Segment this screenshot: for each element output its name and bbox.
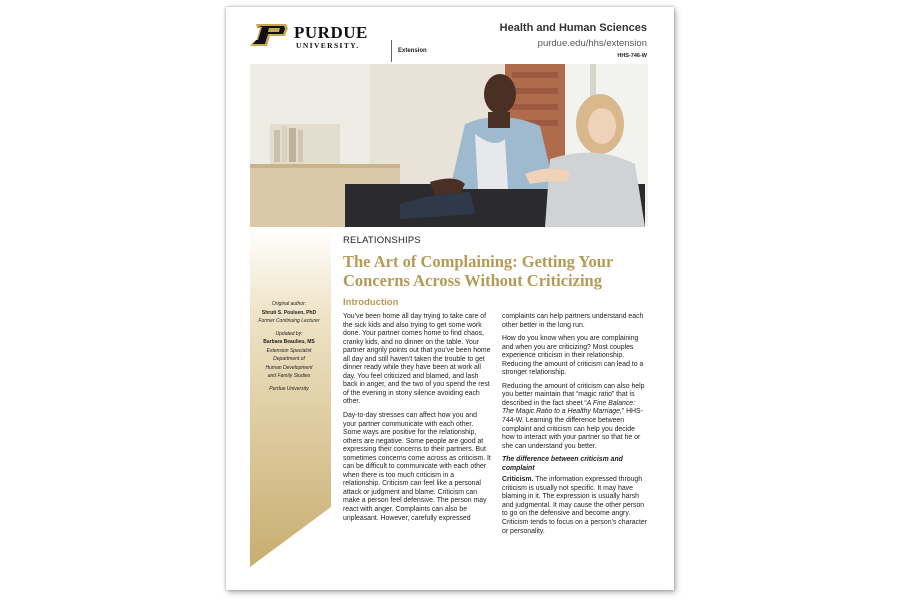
paragraph: How do you know when you are complaining and when you are criticizing? Most couples experience criticism in their relationship. Reducing the amount of criticism can lead to a stronger relationship. <box>502 335 644 377</box>
purdue-p-logo-icon <box>250 24 288 46</box>
paragraph: You’ve been home all day trying to take care of the sick kids and also trying to get some work done. Your partner comes home to find chaos, cranky kids, and no dinner on the table. Your partner angrily points out that you’ve been home all day and still haven’t taken the trouble to get dinner ready while they have been at work all day. You feel criticized and blamed, and lash back in anger, and the two of you spend the rest of the evening in stony silence avoiding each other. <box>343 313 491 406</box>
division-label: Extension <box>398 48 427 54</box>
category-label: RELATIONSHIPS <box>343 235 421 246</box>
department-line-2: Human Development <box>265 364 313 371</box>
updated-by-role: Extension Specialist <box>266 347 312 354</box>
text-span: ” HHS-744-W. Learning the difference between complaint and criticism can help you decide how to interact with your partner so that he or she can understand you better. <box>502 408 643 450</box>
fact-sheet-page <box>226 7 674 590</box>
sidebar-panel <box>250 227 331 567</box>
publication-code: HHS-746-W <box>617 53 647 59</box>
updated-by-name: Barbara Beaulieu, MS <box>263 339 315 345</box>
paragraph: complaints can help partners understand each other better in the long run. <box>502 313 644 329</box>
text-span: The information expressed through criticism is usually not specific. It may have blaming in it. The expression is usually harsh and judgmental. It may cause the other person to go on the defensive and become angry. Criticism tends to focus on a person’s character or personality. <box>502 476 648 535</box>
gold-gradient-shape <box>250 227 331 567</box>
author-credits <box>250 300 328 393</box>
original-author-name: Shruti S. Poulsen, PhD <box>261 309 317 316</box>
updated-by-label: Updated by: <box>275 330 303 337</box>
couple-photo-illustration <box>250 64 648 227</box>
paragraph <box>502 476 648 536</box>
article-title: The Art of Complaining: Getting Your Concerns Across Without Criticizing <box>343 252 613 290</box>
section-heading-introduction: Introduction <box>343 297 399 308</box>
university-name: PURDUE <box>294 23 368 42</box>
paragraph <box>502 383 648 451</box>
logo-divider <box>391 40 392 62</box>
text-column-1 <box>343 313 491 528</box>
term-label: Criticism. <box>502 476 534 484</box>
university-sub: UNIVERSITY. <box>296 41 360 50</box>
subheading: The difference between criticism and complaint <box>502 456 623 472</box>
paragraph: Day-to-day stresses can affect how you and your partner communicate with each other. Some ways are positive for the relationship, others are negative. Some people are good at expressing their concerns to their partners. But sometimes concerns come across as criticism. It can be difficult to communicate with each other when there is too much criticism in a relationship. Criticism can feel like a personal attack or judgment and blame. Criticism can make a person feel defensive. The person may react with anger. Complaints can also be unpleasant. However, carefully expressed <box>343 412 491 522</box>
department-line-1: Department of <box>273 356 305 362</box>
program-title: Health and Human Sciences <box>499 22 647 34</box>
fact-sheet-reference: A Fine Balance: The Magic Ratio to a Healthy Marriage, <box>502 399 636 416</box>
department-line-3: and Family Studies <box>267 373 311 379</box>
original-author-role: Former Continuing Lecturer <box>258 318 320 324</box>
program-url[interactable]: purdue.edu/hhs/extension <box>537 38 647 49</box>
institution: Purdue University <box>269 385 309 392</box>
text-span: Reducing the amount of criticism can also help you better maintain that “magic ratio” that is described in the fact sheet “ <box>502 382 645 407</box>
purdue-logo[interactable] <box>250 23 427 54</box>
original-author-label: Original author: <box>271 301 307 307</box>
text-column-2 <box>502 313 648 541</box>
hero-photo <box>250 64 648 227</box>
